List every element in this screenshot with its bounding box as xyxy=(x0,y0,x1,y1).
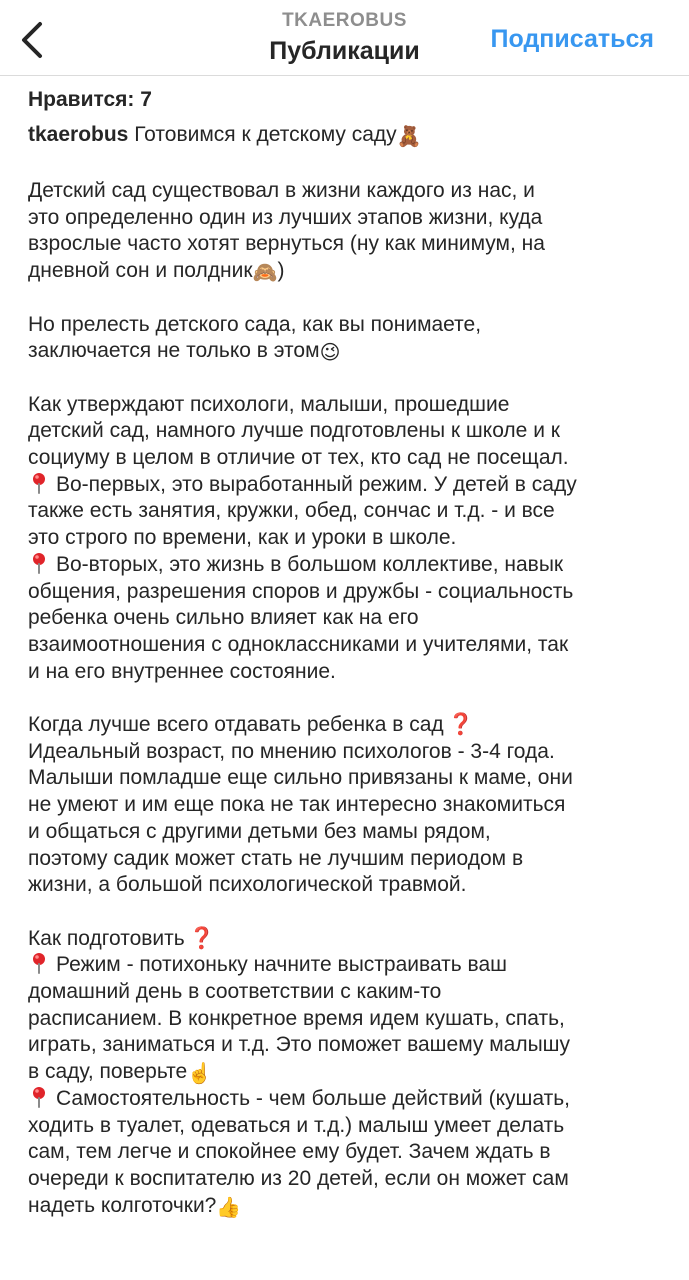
text-line: и на его внутреннее состояние. xyxy=(28,659,336,683)
text-line: домашний день в соответствии с каким-то xyxy=(28,980,442,1004)
text-line: Детский сад существовал в жизни каждого из нас, и xyxy=(28,179,535,202)
text-segment: Самостоятельность - чем больше действий (кушать, xyxy=(56,1086,570,1110)
text-line: взаимоотношения с одноклассниками и учителями, так xyxy=(28,632,569,656)
text-line: сам, тем легче и спокойнее ему будет. Зачем ждать в xyxy=(28,1140,551,1164)
text-line: детский сад, намного лучше подготовлены к школе и к xyxy=(28,419,560,443)
paragraph-when xyxy=(28,712,668,899)
likes-count[interactable]: Нравится: 7 xyxy=(28,88,152,111)
index-pointing-up-emoji-icon: ☝️ xyxy=(187,1063,213,1086)
winking-face-emoji-icon: 😉 xyxy=(319,342,341,365)
caption-header xyxy=(28,119,668,151)
text-line xyxy=(28,258,668,285)
text-segment: надеть колготочки? xyxy=(28,1193,217,1217)
text-segment: в саду, поверьте xyxy=(28,1060,188,1084)
text-line: играть, заниматься и т.д. Это поможет вашему малышу xyxy=(28,1033,571,1057)
page-title: Публикации xyxy=(269,37,420,65)
pushpin-icon xyxy=(28,552,50,574)
text-line: и общаться с другими детьми без мамы рядом, xyxy=(28,819,491,843)
paragraph-intro xyxy=(28,178,668,285)
text-segment: Во-вторых, это жизнь в большом коллективе, навык xyxy=(56,552,564,576)
thumbs-up-emoji-icon: 👍 xyxy=(216,1196,242,1219)
see-no-evil-monkey-emoji-icon: 🙈 xyxy=(252,262,278,285)
text-line xyxy=(28,926,668,953)
teddy-bear-emoji-icon: 🧸 xyxy=(396,126,422,148)
back-button[interactable] xyxy=(14,18,54,62)
text-line xyxy=(28,1059,668,1086)
text-line xyxy=(28,1193,668,1220)
paragraph-psychologists xyxy=(28,392,668,686)
question-mark-icon: ❓ xyxy=(188,926,215,950)
text-line: поэтому садик может стать не лучшим периодом в xyxy=(28,846,524,870)
text-segment: Когда лучше всего отдавать ребенка в сад xyxy=(28,713,444,737)
text-line: также есть занятия, кружки, обед, сончас и т.д. - и все xyxy=(28,499,555,523)
text-segment: дневной сон и полдник xyxy=(28,259,253,283)
text-line xyxy=(28,1086,668,1113)
text-line: расписанием. В конкретное время идем кушать, спать, xyxy=(28,1006,565,1030)
text-line xyxy=(28,472,668,499)
text-line xyxy=(28,552,668,579)
account-username-header: TKAEROBUS xyxy=(282,10,407,31)
pushpin-icon xyxy=(28,952,50,974)
text-line: социуму в целом в отличие от тех, кто сад не посещал. xyxy=(28,446,569,469)
text-line: ходить в туалет, одеваться и т.д.) малыш умеет делать xyxy=(28,1113,565,1137)
text-segment: Режим - потихоньку начните выстраивать ваш xyxy=(56,953,507,977)
chevron-left-icon xyxy=(14,18,54,62)
text-line: общения, разрешения споров и дружбы - социальность xyxy=(28,579,574,603)
caption-username[interactable]: tkaerobus xyxy=(28,123,129,146)
paragraph-how-to-prepare xyxy=(28,926,668,1220)
top-navigation-bar xyxy=(0,0,689,76)
pushpin-icon xyxy=(28,1086,50,1108)
paragraph-charm xyxy=(28,312,668,365)
question-mark-icon: ❓ xyxy=(447,713,474,737)
text-segment: Во-первых, это выработанный режим. У детей в саду xyxy=(56,472,577,496)
text-line: взрослые часто хотят вернуться (ну как минимум, на xyxy=(28,232,545,256)
caption-title: Готовимся к детскому саду xyxy=(134,123,397,146)
text-line: это строго по времени, как и уроки в школе. xyxy=(28,526,457,550)
text-line: жизни, а большой психологической травмой. xyxy=(28,873,467,897)
text-line: Идеальный возраст, по мнению психологов - 3-4 года. xyxy=(28,739,555,763)
text-line xyxy=(28,952,668,979)
subscribe-button[interactable]: Подписаться xyxy=(490,25,654,53)
text-line: Но прелесть детского сада, как вы понимаете, xyxy=(28,312,482,336)
post-caption-body xyxy=(28,178,668,1219)
text-segment: Как подготовить xyxy=(28,926,185,950)
text-line xyxy=(28,338,668,365)
text-line: не умеют и им еще пока не так интересно знакомиться xyxy=(28,793,566,817)
post-details xyxy=(28,84,668,1246)
text-segment: ) xyxy=(277,259,285,283)
pushpin-icon xyxy=(28,472,50,494)
text-segment: заключается не только в этом xyxy=(28,339,320,363)
text-line: это определенно один из лучших этапов жизни, куда xyxy=(28,205,543,229)
text-line xyxy=(28,712,668,739)
text-line: очереди к воспитателю из 20 детей, если он может сам xyxy=(28,1166,569,1190)
text-line: ребенка очень сильно влияет как на его xyxy=(28,606,419,630)
text-line: Как утверждают психологи, малыши, прошедшие xyxy=(28,392,510,416)
text-line: Малыши помладше еще сильно привязаны к маме, они xyxy=(28,766,573,790)
